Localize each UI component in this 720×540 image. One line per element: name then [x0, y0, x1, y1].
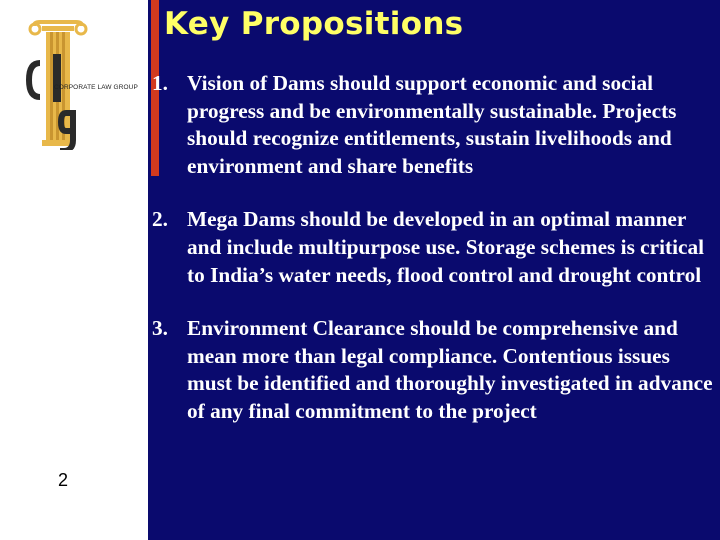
proposition-text: Mega Dams should be developed in an optimal manner and include multipurpose use. Storage schemes is critical to India’s water needs, flood control and drought control [187, 207, 705, 287]
proposition-item [152, 206, 718, 289]
slide-title: Key Propositions [164, 6, 464, 42]
propositions-list [152, 70, 718, 426]
proposition-number: 2. [152, 207, 168, 232]
proposition-text: Vision of Dams should support economic and social progress and be environmentally sustainable. Projects should recognize entitlements, sustain livelihoods and environment and share benefits [187, 71, 677, 178]
logo-caption: CORPORATE LAW GROUP [54, 84, 138, 91]
proposition-item [152, 70, 718, 180]
proposition-text: Environment Clearance should be comprehensive and mean more than legal compliance. Contentious issues must be identified and thoroughly investigated in advance of any final commitment to the project [187, 316, 713, 423]
proposition-item [152, 315, 718, 425]
proposition-number: 1. [152, 71, 168, 95]
proposition-number: 3. [152, 316, 168, 341]
page-number: 2 [58, 470, 69, 490]
left-panel [0, 0, 148, 540]
